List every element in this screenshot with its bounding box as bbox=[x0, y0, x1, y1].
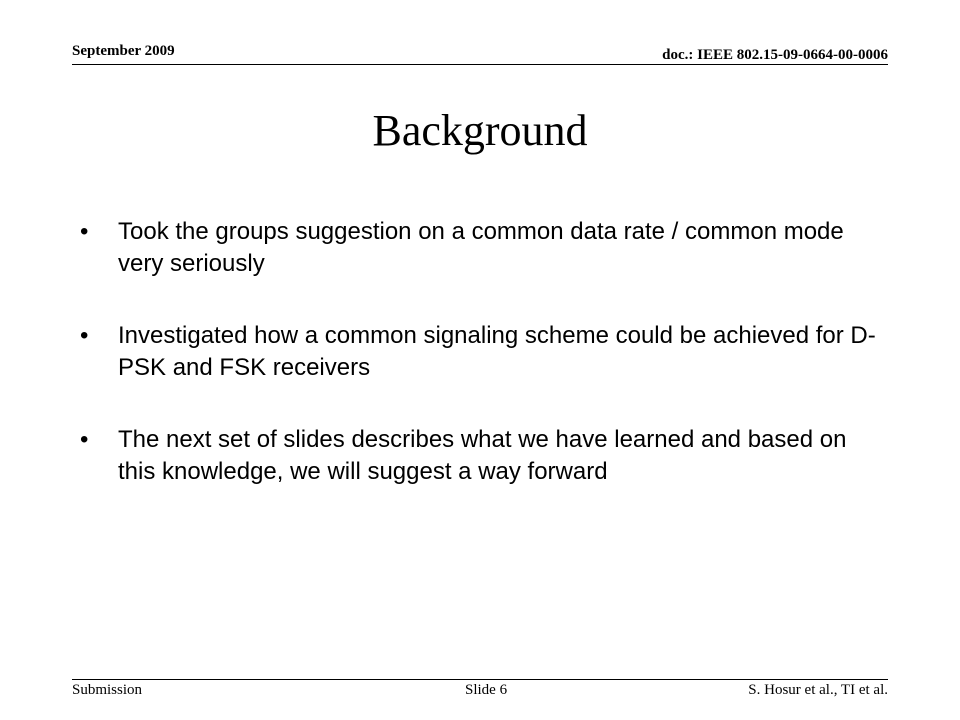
bullet-text: The next set of slides describes what we have learned and based on this knowledge, we will suggest a way forward bbox=[118, 426, 847, 485]
header-doc-id: doc.: IEEE 802.15-09-0664-00-0006 bbox=[662, 47, 888, 63]
bullet-item bbox=[80, 320, 880, 384]
bullet-item bbox=[80, 216, 880, 280]
bullet-text: Took the groups suggestion on a common data rate / common mode very seriously bbox=[118, 218, 844, 277]
bullet-text: Investigated how a common signaling scheme could be achieved for D-PSK and FSK receivers bbox=[118, 322, 876, 381]
bullet-dot-icon: • bbox=[80, 322, 89, 349]
slide-title: Background bbox=[372, 106, 588, 155]
footer-divider bbox=[72, 679, 888, 680]
bullet-dot-icon: • bbox=[80, 426, 89, 453]
footer-submission: Submission bbox=[72, 682, 143, 698]
footer-slide-number: Slide 6 bbox=[465, 682, 508, 698]
bullet-list bbox=[80, 216, 880, 528]
bullet-item bbox=[80, 424, 880, 488]
header-date: September 2009 bbox=[72, 43, 175, 59]
bullet-dot-icon: • bbox=[80, 218, 89, 245]
header-divider bbox=[72, 64, 888, 65]
footer-authors: S. Hosur et al., TI et al. bbox=[748, 682, 888, 698]
